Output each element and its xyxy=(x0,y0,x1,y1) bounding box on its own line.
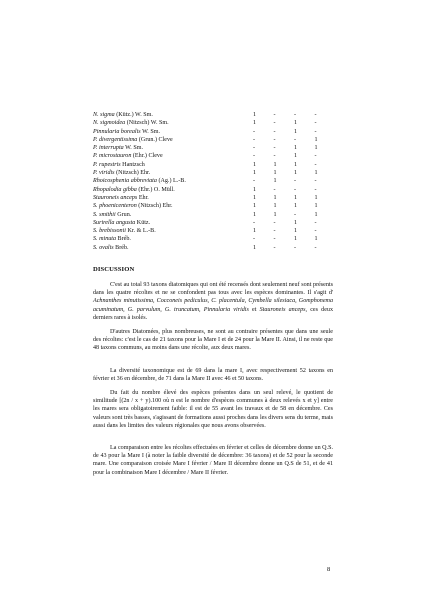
paragraph-1 xyxy=(93,281,333,322)
presence-cell: 1 xyxy=(294,145,298,152)
taxon-name: Pinnularia borealis xyxy=(93,128,141,135)
taxon-cell xyxy=(93,219,253,227)
presence-cell: - xyxy=(314,228,317,235)
taxon-name: P. rupestris xyxy=(93,161,121,168)
table-row xyxy=(93,111,335,119)
presence-cell: - xyxy=(273,219,276,226)
taxon-authority: (Ehr.) Cleve xyxy=(131,153,163,160)
presence-cell: - xyxy=(314,161,317,168)
presence-cell: 1 xyxy=(294,236,298,243)
table-row xyxy=(93,119,335,127)
presence-cell: 1 xyxy=(314,145,318,152)
presence-cell: 1 xyxy=(294,203,298,210)
p2-text: D'autres Diatomées, plus nombreuses, ne sont au contraire présentes que dans une seule des récoltes: c'est le cas de 21 taxons pour la Mare I et de 24 pour la Mare II. Ainsi, il ne reste que 48 taxons communs, au moins dans une récolte, aux deux mares. xyxy=(93,329,333,352)
table-row xyxy=(93,169,335,177)
presence-cell: - xyxy=(253,219,256,226)
presence-cell: - xyxy=(273,244,276,251)
taxon-name: P. microstauron xyxy=(93,153,132,160)
paragraph-4 xyxy=(93,389,333,430)
taxon-authority: Bréb. xyxy=(113,244,129,251)
taxon-name: Rhoicosphenia abbreviata xyxy=(93,178,157,185)
taxon-authority: (Nitzsch) Ehr. xyxy=(114,170,151,177)
presence-cell: - xyxy=(314,120,317,127)
presence-cell: 1 xyxy=(253,170,257,177)
presence-cell: 1 xyxy=(253,228,257,235)
presence-cell: 1 xyxy=(253,120,257,127)
presence-cell: 1 xyxy=(273,161,277,168)
presence-cell: 1 xyxy=(294,161,298,168)
taxon-authority: Kütz. xyxy=(135,219,151,226)
presence-cell: - xyxy=(273,112,276,118)
presence-cell: - xyxy=(314,244,317,251)
taxon-authority: Hantzsch xyxy=(120,161,145,168)
presence-cell: - xyxy=(273,228,276,235)
taxa-table-body xyxy=(93,111,335,252)
taxon-cell xyxy=(93,177,253,185)
presence-cell: 1 xyxy=(294,153,298,160)
taxon-authority: (Ehr.) O. Müll. xyxy=(136,186,175,193)
presence-cell: - xyxy=(273,186,276,193)
paragraph-5 xyxy=(93,444,333,477)
presence-cell: - xyxy=(314,219,317,226)
taxon-cell xyxy=(93,144,253,152)
taxa-table xyxy=(93,111,335,252)
taxon-cell xyxy=(93,119,253,127)
taxon-cell xyxy=(93,194,253,202)
presence-cell: 1 xyxy=(253,244,257,251)
presence-cell: 1 xyxy=(253,211,257,218)
taxon-name: S. ovalis xyxy=(93,244,114,251)
presence-cell: - xyxy=(273,145,276,152)
taxon-authority: (Nitzsch) W. Sm. xyxy=(125,120,169,127)
section-heading: DISCUSSION xyxy=(93,266,135,273)
taxon-authority: W. Sm. xyxy=(123,145,144,152)
presence-cell: - xyxy=(314,112,317,118)
taxon-authority: W. Sm. xyxy=(140,128,160,135)
presence-cell: 1 xyxy=(273,203,277,210)
presence-cell: - xyxy=(273,120,276,127)
presence-cell: 1 xyxy=(273,178,277,185)
table-row xyxy=(93,194,335,202)
p1-species-last: Stauroneis anceps xyxy=(259,306,306,313)
taxon-cell xyxy=(93,128,253,136)
table-row xyxy=(93,144,335,152)
p1-text-e: , ces deux derniers rares à isolés. xyxy=(93,306,333,321)
presence-cell: 1 xyxy=(294,170,298,177)
page-number: 8 xyxy=(327,566,331,573)
taxon-cell xyxy=(93,152,253,160)
taxon-name: N. sigmoidea xyxy=(93,120,126,127)
taxon-cell xyxy=(93,136,253,144)
presence-cell: - xyxy=(314,186,317,193)
presence-cell: - xyxy=(273,128,276,135)
p1-text-c: et xyxy=(248,306,260,313)
taxon-name: Rhopalodia gibba xyxy=(93,186,137,193)
p5-text: La comparaison entre les récoltes effectuées en février et celles de décembre donne un Q.S. de 43 pour la Mare I (à noter la faible diversité de décembre: 36 taxons) et de 52 pour la seconde mare. Une comparaison croisée Mare I février / Mare II décembre donne un Q.S de 51, et de 41 pour la combinaison Mare I décembre / Mare II février. xyxy=(93,445,333,476)
presence-cell: - xyxy=(294,112,297,118)
table-row xyxy=(93,152,335,160)
presence-cell: - xyxy=(294,178,297,185)
taxon-name: P. viridis xyxy=(93,170,115,177)
paragraph-3 xyxy=(93,367,333,383)
table-row xyxy=(93,211,335,219)
presence-cell: 1 xyxy=(314,194,318,201)
taxon-name: Surirella angusta xyxy=(93,219,136,226)
presence-cell: 1 xyxy=(253,203,257,210)
table-row xyxy=(93,186,335,194)
p3-text: La diversité taxonomique est de 69 dans la mare I, avec respectivement 52 taxons en février et 36 en décembre, de 71 dans la Mare II avec 46 et 50 taxons. xyxy=(93,368,333,383)
taxon-cell xyxy=(93,186,253,194)
presence-cell: - xyxy=(294,211,297,218)
taxon-authority: Ehr. xyxy=(137,194,149,201)
presence-cell: 1 xyxy=(253,194,257,201)
taxon-name: S. brebissonii xyxy=(93,228,126,235)
presence-cell: - xyxy=(273,136,276,143)
presence-cell: 1 xyxy=(253,161,257,168)
table-row xyxy=(93,227,335,235)
taxon-name: S. smithii xyxy=(93,211,116,218)
paragraph-2 xyxy=(93,328,333,353)
presence-cell: 1 xyxy=(314,236,318,243)
presence-cell: 1 xyxy=(294,194,298,201)
taxon-name: P. interrupta xyxy=(93,145,124,152)
taxon-name: P. divergentissima xyxy=(93,136,138,143)
taxon-cell xyxy=(93,111,253,119)
taxon-name: Stauroneis anceps xyxy=(93,194,138,201)
taxon-cell xyxy=(93,169,253,177)
presence-cell: 1 xyxy=(273,170,277,177)
taxon-name: S. phoenicenteron xyxy=(93,203,137,210)
presence-cell: - xyxy=(253,236,256,243)
taxon-cell xyxy=(93,211,253,219)
taxon-cell xyxy=(93,235,253,243)
taxon-cell xyxy=(93,202,253,210)
presence-cell: 1 xyxy=(273,211,277,218)
taxon-name: S. minuta xyxy=(93,236,117,243)
presence-cell: - xyxy=(314,178,317,185)
presence-cell: 1 xyxy=(253,112,257,118)
table-row xyxy=(93,219,335,227)
presence-cell: - xyxy=(253,136,256,143)
taxon-authority: (Kütz.) W. Sm. xyxy=(114,112,153,118)
presence-cell: - xyxy=(253,178,256,185)
presence-cell: 1 xyxy=(314,211,318,218)
table-row xyxy=(93,202,335,210)
table-row xyxy=(93,177,335,185)
presence-cell: 1 xyxy=(294,219,298,226)
taxon-authority: (Grun.) Cleve xyxy=(137,136,173,143)
table-row xyxy=(93,244,335,252)
taxon-authority: Bréb. xyxy=(116,236,131,243)
table-row xyxy=(93,161,335,169)
presence-cell: 1 xyxy=(314,203,318,210)
presence-cell: - xyxy=(253,145,256,152)
taxon-authority: Kr. & L.-B. xyxy=(125,228,156,235)
table-row xyxy=(93,136,335,144)
taxon-cell xyxy=(93,161,253,169)
presence-cell: 1 xyxy=(294,120,298,127)
presence-cell: 1 xyxy=(294,128,298,135)
p4-text: Du fait du nombre élevé des espèces présentes dans un seul relevé, le quotient de similitude [(2n / x + y).100 où n est le nombre d'espèces communes à deux relevés x et y] entre les mares sera obligatoirement faible: il est de 55 avant les travaux et de 58 en décembre. Ces valeurs sont très basses, s'agissant de formations aussi proches dans les divers sens du terme, mais aussi dans les limites des valeurs régionales que nous avons observées. xyxy=(93,390,333,429)
presence-cell: - xyxy=(273,236,276,243)
taxon-authority: (Ag.) L.-B. xyxy=(156,178,186,185)
p1-species-list: Achnanthes minutissima, Cocconeis pediculus, C. placentula, Cymbella silesiaca, Gomphonema acuminatum, G. parvulum, G. truncatum, Pinnularia viridis xyxy=(93,298,333,313)
taxon-authority: Grun. xyxy=(115,211,132,218)
presence-cell: 1 xyxy=(253,186,257,193)
presence-cell: 1 xyxy=(294,228,298,235)
presence-cell: 1 xyxy=(314,136,318,143)
presence-cell: - xyxy=(253,128,256,135)
presence-cell: - xyxy=(294,244,297,251)
taxon-cell xyxy=(93,244,253,252)
presence-cell: - xyxy=(294,186,297,193)
taxon-cell xyxy=(93,227,253,235)
presence-cell: - xyxy=(273,153,276,160)
presence-cell: - xyxy=(314,153,317,160)
table-row xyxy=(93,128,335,136)
presence-cell: - xyxy=(253,153,256,160)
table-row xyxy=(93,235,335,243)
presence-cell: - xyxy=(314,128,317,135)
presence-cell: - xyxy=(294,136,297,143)
presence-cell: 1 xyxy=(273,194,277,201)
taxon-name: N. sigma xyxy=(93,112,115,118)
p1-text-a: C'est au total 93 taxons diatomiques qui ont été recensés dont seulement neuf sont présents dans les quatre récoltes et ne se confondent pas tous avec les espèces dominantes. Il s'agit d' xyxy=(93,282,333,297)
presence-cell: 1 xyxy=(314,170,318,177)
taxon-authority: (Nitzsch) Ehr. xyxy=(136,203,173,210)
